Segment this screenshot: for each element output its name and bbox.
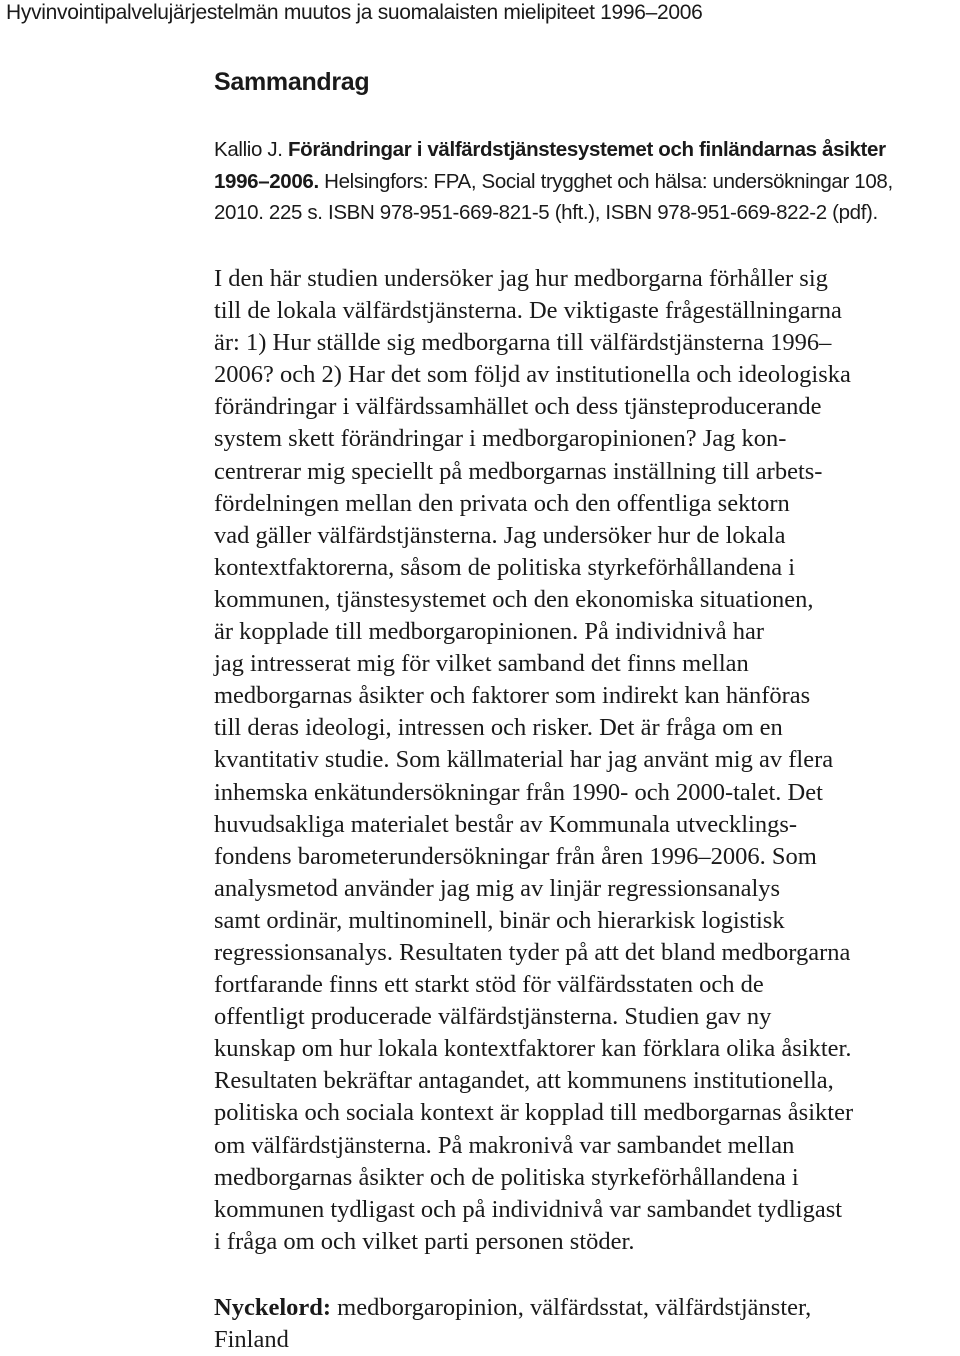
section-heading: Sammandrag — [214, 68, 370, 96]
abstract-line: regressionsanalys. Resultaten tyder på att det bland medborgarna — [214, 938, 851, 966]
abstract-line: är: 1) Hur ställde sig medborgarna till välfärdstjänsterna 1996– — [214, 329, 832, 357]
abstract-line: medborgarnas åsikter och faktorer som indirekt kan hänföras — [214, 682, 811, 710]
abstract-line: centrerar mig speciellt på medborgarnas inställning till arbets- — [214, 457, 823, 485]
abstract-line: till de lokala välfärdstjänsterna. De viktigaste frågeställningarna — [214, 297, 842, 325]
abstract-line: fondens barometerundersökningar från åren 1996–2006. Som — [214, 842, 817, 870]
abstract-line: kontextfaktorerna, såsom de politiska styrkeförhållandena i — [214, 553, 796, 581]
abstract-line: om välfärdstjänsterna. På makronivå var sambandet mellan — [214, 1131, 795, 1159]
citation-title-part-1: Förändringar i välfärdstjänstesystemet och finländarnas åsikter — [287, 138, 886, 161]
keywords-list: medborgaropinion, välfärdsstat, välfärdstjänster, — [331, 1294, 812, 1321]
abstract-line: samt ordinär, multinominell, binär och hierarkisk logistisk — [214, 906, 785, 934]
citation-line-1 — [214, 134, 934, 166]
abstract-line: offentligt producerade välfärdstjänsterna. Studien gav ny — [214, 1003, 772, 1031]
abstract-line: är kopplade till medborgaropinionen. På individnivå har — [214, 618, 764, 646]
citation-author: Kallio J. — [214, 138, 288, 161]
abstract-line: huvudsakliga materialet består av Kommunala utvecklings- — [214, 810, 798, 838]
abstract-line: system skett förändringar i medborgaropinionen? Jag kon- — [214, 425, 787, 453]
abstract-line: till deras ideologi, intressen och risker. Det är fråga om en — [214, 714, 783, 742]
citation-title-part-2: 1996–2006. — [214, 169, 319, 193]
abstract-line: politiska och sociala kontext är kopplad till medborgarnas åsikter — [214, 1099, 854, 1127]
keywords-label: Nyckelord: — [214, 1294, 332, 1321]
abstract-line: kommunen, tjänstesystemet och den ekonomiska situationen, — [214, 585, 814, 613]
abstract-line: fortfarande finns ett starkt stöd för välfärdsstaten och de — [214, 971, 764, 999]
abstract-line: vad gäller välfärdstjänsterna. Jag undersöker hur de lokala — [214, 521, 786, 549]
abstract-line: medborgarnas åsikter och de politiska styrkeförhållandena i — [214, 1163, 799, 1191]
abstract-line: analysmetod använder jag mig av linjär regressionsanalys — [214, 874, 781, 902]
keywords-line-2: Finland — [214, 1326, 289, 1354]
abstract-line: kunskap om hur lokala kontextfaktorer kan förklara olika åsikter. — [214, 1035, 852, 1063]
citation-publisher: Helsingfors: FPA, Social trygghet och hälsa: undersökningar 108, — [318, 169, 893, 193]
abstract-body — [214, 263, 954, 1258]
abstract-line: i fråga om och vilket parti personen stöder. — [214, 1227, 635, 1255]
keywords-line-1 — [214, 1292, 954, 1324]
abstract-line: 2006? och 2) Har det som följd av institutionella och ideologiska — [214, 361, 851, 389]
abstract-line: kommunen tydligast och på individnivå var sambandet tydligast — [214, 1195, 843, 1223]
abstract-line: fördelningen mellan den privata och den offentliga sektorn — [214, 489, 790, 517]
abstract-line: inhemska enkätundersökningar från 1990- och 2000-talet. Det — [214, 778, 823, 806]
citation-line-2 — [214, 166, 934, 198]
citation-isbn: 2010. 225 s. ISBN 978-951-669-821-5 (hft.), ISBN 978-951-669-822-2 (pdf). — [214, 201, 878, 224]
abstract-line: kvantitativ studie. Som källmaterial har jag använt mig av flera — [214, 746, 834, 774]
abstract-line: I den här studien undersöker jag hur medborgarna förhåller sig — [214, 265, 828, 292]
keywords — [214, 1292, 954, 1356]
abstract-line: Resultaten bekräftar antagandet, att kommunens institutionella, — [214, 1067, 834, 1095]
abstract-line: jag intresserat mig för vilket samband det finns mellan — [214, 650, 749, 678]
citation — [214, 134, 934, 229]
abstract-line: förändringar i välfärdssamhället och dess tjänsteproducerande — [214, 393, 822, 421]
running-head: Hyvinvointipalvelujärjestelmän muutos ja suomalaisten mielipiteet 1996–2006 — [6, 1, 703, 24]
